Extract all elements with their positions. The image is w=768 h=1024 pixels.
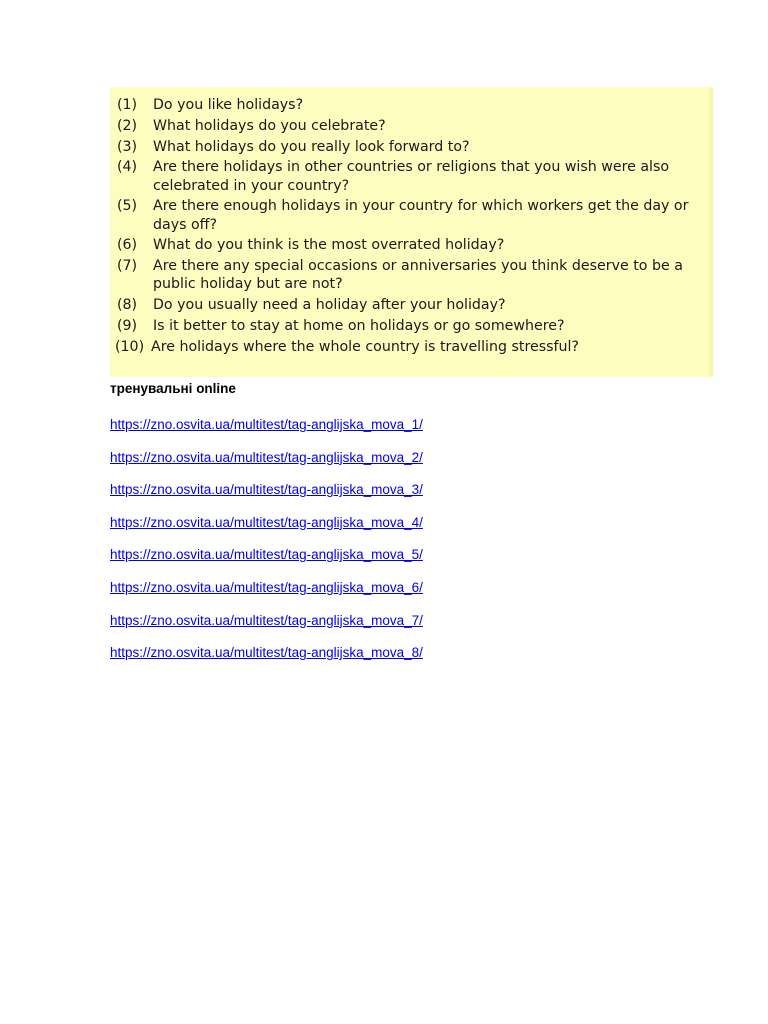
question-item [117,117,712,135]
test-link-7[interactable]: https://zno.osvita.ua/multitest/tag-anglijska_mova_7/ [110,612,423,628]
question-item [117,138,712,156]
question-number: (6) [117,237,138,254]
link-item [110,512,423,545]
question-number: (5) [117,198,138,215]
test-link-2[interactable]: https://zno.osvita.ua/multitest/tag-anglijska_mova_2/ [110,449,423,465]
link-item [110,544,423,577]
test-link-1[interactable]: https://zno.osvita.ua/multitest/tag-anglijska_mova_1/ [110,417,423,432]
question-text: Are holidays where the whole country is travelling stressful? [151,338,579,355]
question-item [117,96,712,114]
question-number: (8) [117,297,138,314]
question-text: Are there any special occasions or anniversaries you think deserve to be a public holiday but are not? [153,258,683,293]
question-text: Are there enough holidays in your country for which workers get the day or days off? [153,198,689,233]
link-item [110,642,423,675]
question-text: Is it better to stay at home on holidays or go somewhere? [153,317,565,334]
question-number: (1) [117,97,138,113]
test-link-4[interactable]: https://zno.osvita.ua/multitest/tag-anglijska_mova_4/ [110,514,423,530]
question-number: (7) [117,258,138,275]
question-text: Are there holidays in other countries or religions that you wish were also celebrated in your country? [153,159,670,194]
test-link-3[interactable]: https://zno.osvita.ua/multitest/tag-anglijska_mova_3/ [110,482,423,498]
question-text: What do you think is the most overrated holiday? [153,237,505,254]
question-text: Do you like holidays? [153,97,304,113]
link-item [110,479,423,512]
question-item [117,257,712,293]
question-item [117,236,712,254]
question-text: What holidays do you celebrate? [153,117,386,134]
link-list [110,414,423,675]
question-number: (9) [117,317,138,334]
section-heading: тренувальні online [110,381,236,396]
question-item [117,197,712,233]
question-item [117,317,712,335]
test-link-5[interactable]: https://zno.osvita.ua/multitest/tag-anglijska_mova_5/ [110,547,423,563]
question-list [117,96,712,356]
questions-image [110,87,712,377]
link-item [110,414,423,447]
question-text: What holidays do you really look forward to? [153,138,470,155]
test-link-8[interactable]: https://zno.osvita.ua/multitest/tag-anglijska_mova_8/ [110,645,423,661]
question-number: (3) [117,138,138,155]
question-item [117,296,712,314]
link-item [110,447,423,480]
question-item [117,158,712,194]
question-text: Do you usually need a holiday after your holiday? [153,297,506,314]
question-number: (2) [117,117,138,134]
question-number: (4) [117,159,138,176]
test-link-6[interactable]: https://zno.osvita.ua/multitest/tag-anglijska_mova_6/ [110,579,423,595]
question-number: (10) [115,338,145,355]
link-item [110,577,423,610]
question-item [117,338,712,356]
image-edge [709,87,713,377]
link-item [110,610,423,643]
